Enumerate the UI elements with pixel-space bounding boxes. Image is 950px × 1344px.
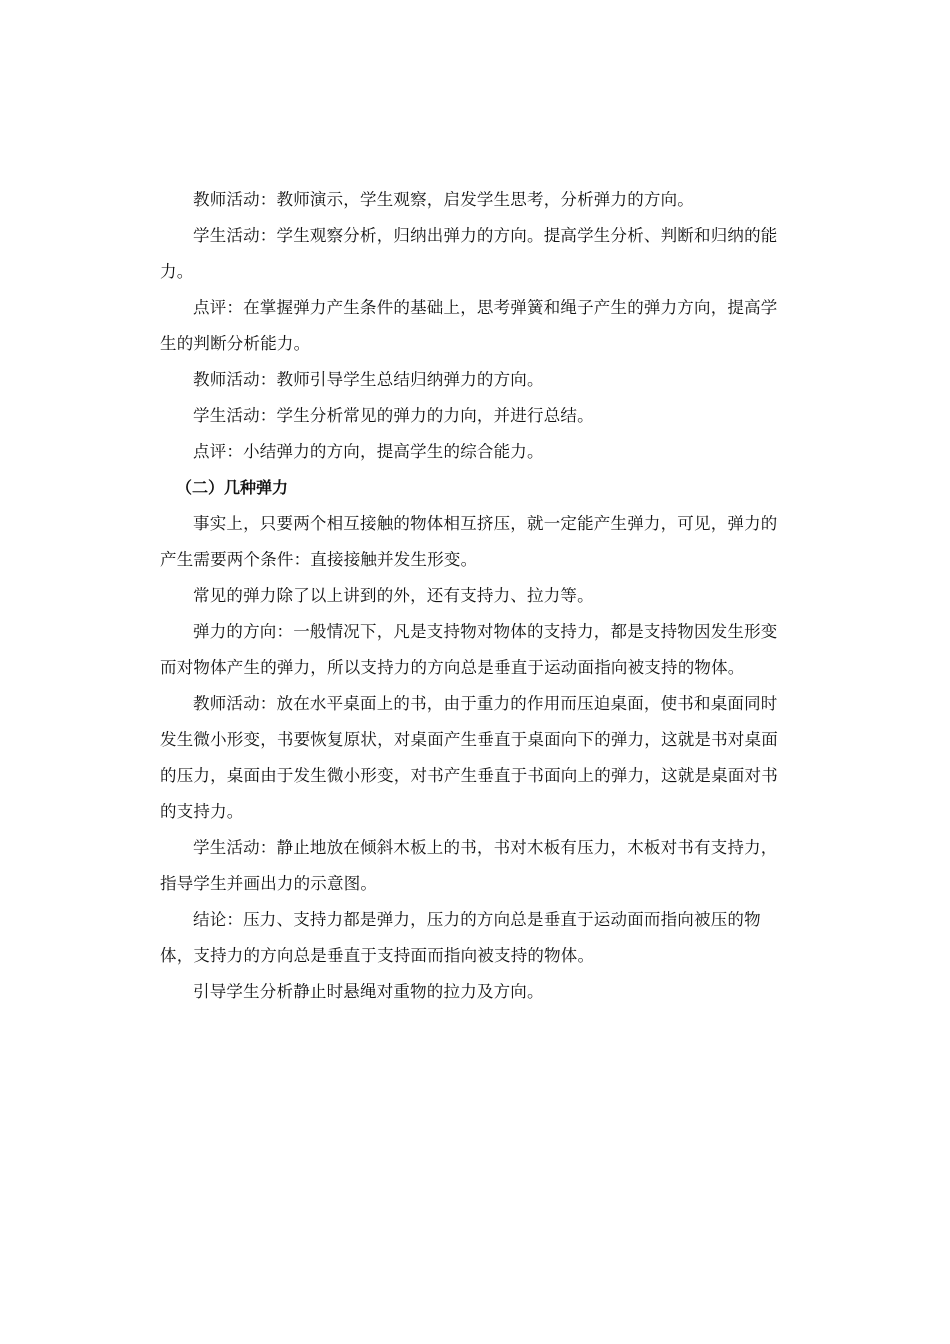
section-heading: （二）几种弹力 xyxy=(176,478,289,497)
paragraph-teacher-book-example: 教师活动：放在水平桌面上的书，由于重力的作用而压迫桌面，使书和桌面同时发生微小形变，书要恢复原状，对桌面产生垂直于桌面向下的弹力，这就是书对桌面的压力，桌面由于发生微小形变，对书产生垂直于书面向上的弹力，这就是桌面对书的支持力。 xyxy=(160,694,778,821)
paragraph-student-summary: 学生活动：学生分析常见的弹力的力向，并进行总结。 xyxy=(193,406,594,425)
paragraph-elastic-conditions: 事实上，只要两个相互接触的物体相互挤压，就一定能产生弹力，可见，弹力的产生需要两个条件：直接接触并发生形变。 xyxy=(160,514,778,569)
paragraph-conclusion: 结论：压力、支持力都是弹力，压力的方向总是垂直于运动面而指向被压的物体，支持力的方向总是垂直于支持面而指向被支持的物体。 xyxy=(160,910,761,965)
paragraph-force-direction: 弹力的方向：一般情况下，凡是支持物对物体的支持力，都是支持物因发生形变而对物体产生的弹力，所以支持力的方向总是垂直于运动面指向被支持的物体。 xyxy=(160,622,778,677)
paragraph-comment-direction: 点评：在掌握弹力产生条件的基础上，思考弹簧和绳子产生的弹力方向，提高学生的判断分析能力。 xyxy=(160,298,778,353)
paragraph-common-forces: 常见的弹力除了以上讲到的外，还有支持力、拉力等。 xyxy=(193,586,594,605)
paragraph-student-observe: 学生活动：学生观察分析，归纳出弹力的方向。提高学生分析、判断和归纳的能力。 xyxy=(160,226,778,281)
document-body xyxy=(160,182,792,1010)
paragraph-teacher-guide: 教师活动：教师引导学生总结归纳弹力的方向。 xyxy=(193,370,544,389)
paragraph-rope-tension: 引导学生分析静止时悬绳对重物的拉力及方向。 xyxy=(193,982,544,1001)
paragraph-student-incline: 学生活动：静止地放在倾斜木板上的书，书对木板有压力，木板对书有支持力，指导学生并画出力的示意图。 xyxy=(160,838,778,893)
paragraph-comment-summary: 点评：小结弹力的方向，提高学生的综合能力。 xyxy=(193,442,544,461)
paragraph-teacher-demo: 教师活动：教师演示，学生观察，启发学生思考，分析弹力的方向。 xyxy=(193,190,694,209)
